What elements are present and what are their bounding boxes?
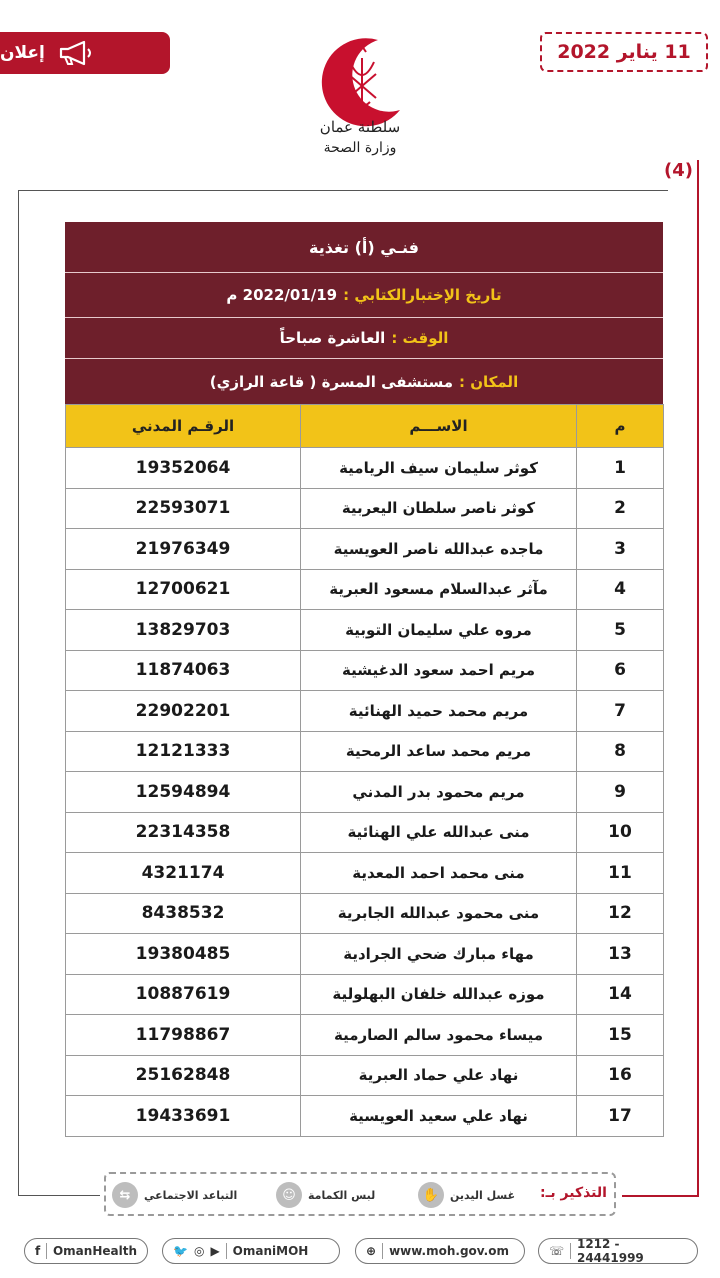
header-civil-number: الرقـم المدني — [66, 405, 301, 448]
hand-wash-icon: ✋ — [418, 1182, 444, 1208]
exam-date-value: 2022/01/19 م — [226, 286, 338, 304]
job-title-text: فنـي (أ) تغذية — [309, 237, 419, 257]
row-civil-number: 11798867 — [66, 1015, 301, 1056]
announcement-label: إعلان — [0, 43, 45, 63]
row-index: 7 — [577, 691, 664, 732]
table-row — [66, 610, 664, 651]
row-index: 3 — [577, 529, 664, 570]
frame-line — [622, 1195, 699, 1197]
face-mask-label: لبس الكمامة — [308, 1188, 376, 1202]
row-index: 16 — [577, 1055, 664, 1096]
row-civil-number: 12700621 — [66, 569, 301, 610]
table-row — [66, 691, 664, 732]
row-name: كوثر ناصر سلطان اليعربية — [301, 488, 577, 529]
logo-text-oman: سلطنة عمان — [319, 118, 401, 136]
row-name: نهاد علي سعيد العويسية — [301, 1096, 577, 1137]
page-number: (4) — [664, 160, 693, 181]
row-name: نهاد علي حماد العبرية — [301, 1055, 577, 1096]
row-name: منى عبدالله علي الهنائية — [301, 812, 577, 853]
globe-icon: ⊕ — [366, 1244, 377, 1258]
row-name: مريم محمود بدر المدني — [301, 772, 577, 813]
frame-line — [18, 190, 668, 191]
row-index: 13 — [577, 934, 664, 975]
row-civil-number: 22902201 — [66, 691, 301, 732]
row-index: 10 — [577, 812, 664, 853]
separator — [46, 1243, 47, 1259]
row-index: 8 — [577, 731, 664, 772]
row-civil-number: 13829703 — [66, 610, 301, 651]
table-row — [66, 488, 664, 529]
table-row — [66, 448, 664, 489]
row-index: 9 — [577, 772, 664, 813]
announcement-tab — [0, 32, 170, 74]
table-row — [66, 529, 664, 570]
row-name: مهاء مبارك ضحي الجرادية — [301, 934, 577, 975]
candidates-table — [65, 404, 664, 1137]
hand-wash-label: غسل اليدين — [450, 1188, 516, 1202]
phone-link[interactable] — [538, 1238, 698, 1264]
row-civil-number: 21976349 — [66, 529, 301, 570]
date-badge — [540, 32, 708, 72]
twitter-icon: 🐦 — [173, 1244, 188, 1258]
logo-text-ministry: وزارة الصحة — [323, 140, 397, 156]
facebook-link[interactable] — [24, 1238, 148, 1264]
row-name: مآثر عبدالسلام مسعود العبرية — [301, 569, 577, 610]
reminder-title: التذكير بـ: — [540, 1185, 607, 1201]
row-civil-number: 8438532 — [66, 893, 301, 934]
frame-line — [18, 1195, 100, 1196]
row-name: كوثر سليمان سيف الريامية — [301, 448, 577, 489]
social-distance-icon: ⇆ — [112, 1182, 138, 1208]
separator — [226, 1243, 227, 1259]
social-links[interactable] — [162, 1238, 340, 1264]
megaphone-icon — [57, 40, 95, 66]
exam-date-label: تاريخ الإختبارالكتابي : — [343, 286, 502, 304]
table-row — [66, 812, 664, 853]
table-row — [66, 934, 664, 975]
table-row — [66, 853, 664, 894]
row-index: 1 — [577, 448, 664, 489]
row-index: 2 — [577, 488, 664, 529]
row-index: 4 — [577, 569, 664, 610]
facebook-handle: OmanHealth — [52, 1244, 137, 1258]
time-label: الوقت : — [391, 329, 449, 347]
row-name: موزه عبدالله خلفان البهلولية — [301, 974, 577, 1015]
header-index: م — [577, 405, 664, 448]
row-index: 17 — [577, 1096, 664, 1137]
table-row — [66, 1096, 664, 1137]
exam-date-row — [65, 273, 663, 317]
row-index: 15 — [577, 1015, 664, 1056]
table-row — [66, 893, 664, 934]
row-civil-number: 11874063 — [66, 650, 301, 691]
row-civil-number: 12121333 — [66, 731, 301, 772]
table-row — [66, 974, 664, 1015]
row-name: مريم محمد ساعد الرمحية — [301, 731, 577, 772]
phone-number: 1212 - 24441999 — [576, 1237, 644, 1265]
website-link[interactable] — [355, 1238, 525, 1264]
row-index: 11 — [577, 853, 664, 894]
table-row — [66, 1055, 664, 1096]
row-name: منى محمود عبدالله الجابرية — [301, 893, 577, 934]
job-title — [65, 222, 663, 272]
reminder-face-mask — [276, 1180, 375, 1210]
social-handle: OmaniMOH — [232, 1244, 309, 1258]
website-url: www.moh.gov.om — [389, 1244, 509, 1258]
row-civil-number: 10887619 — [66, 974, 301, 1015]
row-civil-number: 19352064 — [66, 448, 301, 489]
row-civil-number: 19380485 — [66, 934, 301, 975]
separator — [570, 1243, 571, 1259]
row-name: مروه علي سليمان التوبية — [301, 610, 577, 651]
row-name: مريم احمد سعود الدغيشية — [301, 650, 577, 691]
youtube-icon: ▶ — [210, 1244, 220, 1258]
table-row — [66, 772, 664, 813]
table-row — [66, 1015, 664, 1056]
frame-line — [18, 190, 19, 1195]
place-row — [65, 359, 663, 404]
time-value: العاشرة صباحاً — [279, 329, 386, 347]
row-index: 12 — [577, 893, 664, 934]
row-civil-number: 22593071 — [66, 488, 301, 529]
reminder-hand-wash — [418, 1180, 515, 1210]
row-civil-number: 4321174 — [66, 853, 301, 894]
facebook-icon: f — [35, 1244, 41, 1258]
row-name: مريم محمد حميد الهنائية — [301, 691, 577, 732]
social-distance-label: التباعد الاجتماعي — [144, 1188, 238, 1202]
row-name: ميساء محمود سالم الصارمية — [301, 1015, 577, 1056]
date-text: 11 يناير 2022 — [557, 41, 691, 63]
reminder-social-distance — [112, 1180, 237, 1210]
row-civil-number: 25162848 — [66, 1055, 301, 1096]
separator — [382, 1243, 383, 1259]
row-index: 6 — [577, 650, 664, 691]
frame-line — [697, 160, 699, 1195]
place-label: المكان : — [459, 372, 519, 391]
row-index: 14 — [577, 974, 664, 1015]
table-row — [66, 650, 664, 691]
row-name: ماجده عبدالله ناصر العويسية — [301, 529, 577, 570]
table-header-row — [66, 405, 664, 448]
header-name: الاســـم — [301, 405, 577, 448]
phone-icon: ☏ — [549, 1244, 565, 1258]
place-value: مستشفى المسرة ( قاعة الرازي) — [209, 372, 453, 391]
table-row — [66, 569, 664, 610]
instagram-icon: ◎ — [193, 1244, 205, 1258]
time-row — [65, 318, 663, 358]
row-index: 5 — [577, 610, 664, 651]
table-row — [66, 731, 664, 772]
row-name: منى محمد احمد المعدية — [301, 853, 577, 894]
row-civil-number: 22314358 — [66, 812, 301, 853]
row-civil-number: 19433691 — [66, 1096, 301, 1137]
face-mask-icon: ☺ — [276, 1182, 302, 1208]
row-civil-number: 12594894 — [66, 772, 301, 813]
